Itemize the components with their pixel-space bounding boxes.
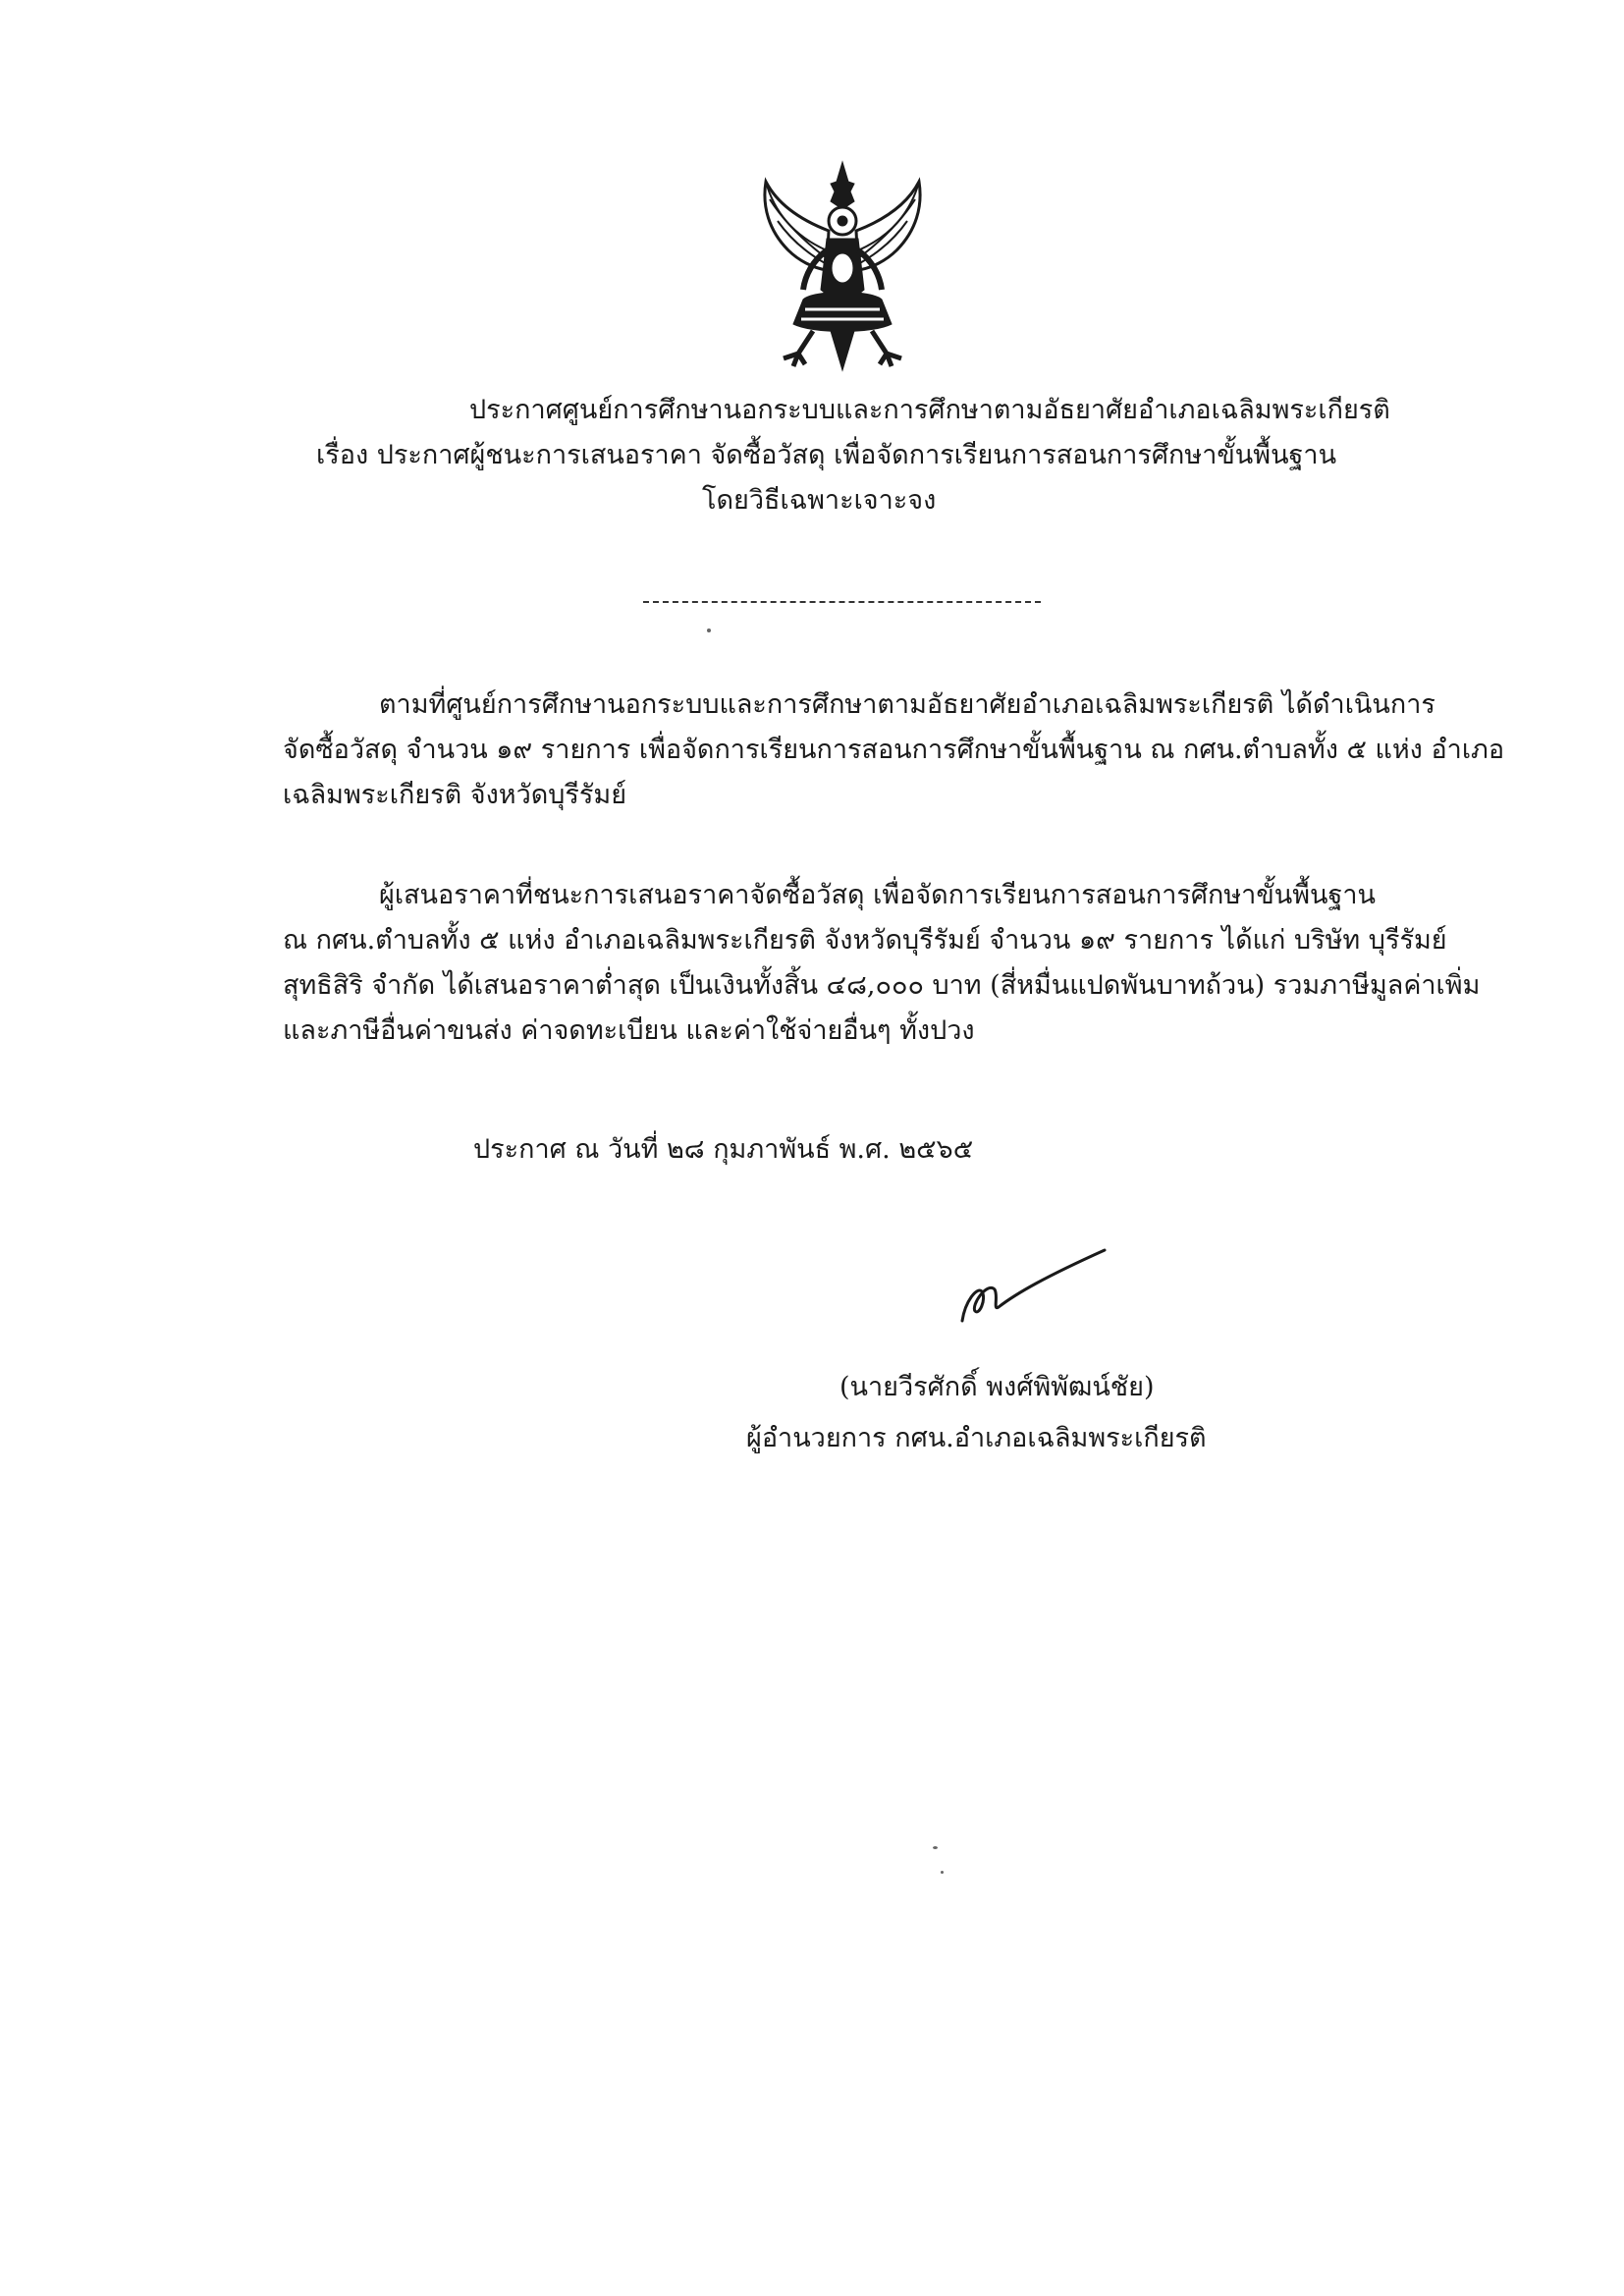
scan-speck bbox=[707, 629, 711, 632]
paragraph-line: เฉลิมพระเกียรติ จังหวัดบุรีรัมย์ bbox=[283, 780, 627, 810]
body-paragraph-1 bbox=[283, 683, 1535, 818]
paragraph-line: สุทธิสิริ จำกัด ได้เสนอราคาต่ำสุด เป็นเงินทั้งสิ้น ๔๘,๐๐๐ บาท (สี่หมื่นแปดพันบาทถ้วน) รวมภาษีมูลค่าเพิ่ม bbox=[283, 970, 1481, 1001]
paragraph-line: ณ กศน.ตำบลทั้ง ๕ แห่ง อำเภอเฉลิมพระเกียรติ จังหวัดบุรีรัมย์ จำนวน ๑๙ รายการ ได้แก่ บริษัท บุรีรัมย์ bbox=[283, 925, 1447, 956]
paragraph-line: จัดซื้อวัสดุ จำนวน ๑๙ รายการ เพื่อจัดการเรียนการสอนการศึกษาขั้นพื้นฐาน ณ กศน.ตำบลทั้ง ๕ แห่ง อำเภอ bbox=[283, 735, 1505, 765]
body-paragraph-2 bbox=[283, 873, 1535, 1054]
paragraph-line: และภาษีอื่นค่าขนส่ง ค่าจดทะเบียน และค่าใช้จ่ายอื่นๆ ทั้งปวง bbox=[283, 1015, 975, 1046]
signer-name: (นายวีรศักดิ์ พงศ์พิพัฒน์ชัย) bbox=[839, 1372, 1155, 1402]
header-divider bbox=[643, 601, 1041, 603]
paragraph-line: ผู้เสนอราคาที่ชนะการเสนอราคาจัดซื้อวัสดุ เพื่อจัดการเรียนการสอนการศึกษาขั้นพื้นฐาน bbox=[379, 880, 1377, 910]
signature-image bbox=[957, 1242, 1124, 1331]
announcement-method: โดยวิธีเฉพาะเจาะจง bbox=[702, 485, 937, 516]
signer-position: ผู้อำนวยการ กศน.อำเภอเฉลิมพระเกียรติ bbox=[746, 1423, 1207, 1453]
announcement-subject: เรื่อง ประกาศผู้ชนะการเสนอราคา จัดซื้อวัสดุ เพื่อจัดการเรียนการสอนการศึกษาขั้นพื้นฐาน bbox=[316, 440, 1337, 470]
announcement-date: ประกาศ ณ วันที่ ๒๘ กุมภาพันธ์ พ.ศ. ๒๕๖๕ bbox=[473, 1134, 974, 1165]
scan-speck bbox=[933, 1846, 938, 1849]
garuda-emblem-icon bbox=[744, 152, 941, 378]
announcement-title: ประกาศศูนย์การศึกษานอกระบบและการศึกษาตามอัธยาศัยอำเภอเฉลิมพระเกียรติ bbox=[469, 395, 1390, 425]
paragraph-line: ตามที่ศูนย์การศึกษานอกระบบและการศึกษาตามอัธยาศัยอำเภอเฉลิมพระเกียรติ ได้ดำเนินการ bbox=[379, 689, 1435, 720]
scan-speck bbox=[941, 1871, 944, 1874]
